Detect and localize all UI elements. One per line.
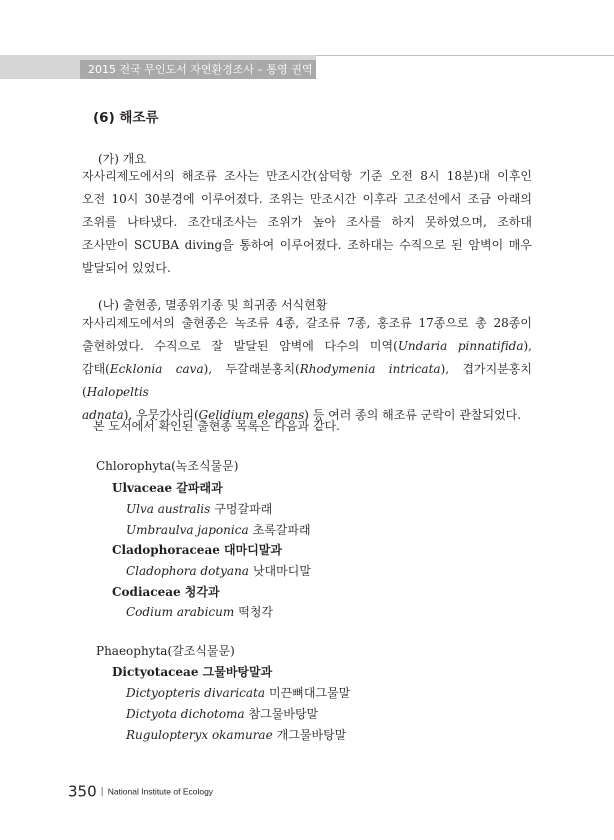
korean-name: 참그물바탕말: [248, 707, 319, 721]
species-paragraph: [82, 312, 532, 427]
family-dictyotaceae: Dictyotaceae 그물바탕말과: [112, 665, 273, 679]
section-title: (6) 해조류: [93, 110, 159, 126]
phylum-phaeophyta: Phaeophyta(갈조식물문): [96, 644, 235, 658]
page-number: 350: [68, 782, 97, 801]
korean-name: 미끈뼈대그물말: [269, 686, 351, 700]
scientific-name: Ecklonia cava: [109, 362, 204, 376]
species-entry: [126, 706, 318, 722]
species-entry: [126, 685, 350, 701]
korean-name: 초록갈파래: [252, 523, 311, 537]
overview-line: 자사리제도에서의 해조류 조사는 만조시간(삼덕항 기준 오전 8시 18분)대 이후인: [82, 169, 532, 183]
header-rule: [316, 55, 614, 56]
scientific-name: Cladophora dotyana: [126, 564, 249, 578]
species-entry: [126, 501, 272, 517]
scientific-name: Codium arabicum: [126, 605, 235, 619]
page-footer: [68, 781, 213, 801]
species-line-text: ), 두갈래분홍치(: [203, 362, 300, 376]
footer-separator: |: [100, 786, 104, 797]
scientific-name: adnata: [82, 408, 124, 422]
overview-line: 조사만이 SCUBA diving을 통하여 이루어졌다. 조하대는 수직으로 된 암벽이 매우: [82, 238, 532, 252]
korean-name: 구멍갈파래: [214, 502, 273, 516]
subsection-title-species: (나) 출현종, 멸종위기종 및 희귀종 서식현황: [98, 298, 328, 312]
scientific-name: Undaria pinnatifida: [397, 339, 524, 353]
family-codiaceae: Codiaceae 청각과: [112, 585, 220, 599]
species-entry: [126, 522, 311, 538]
korean-name: 개그물바탕말: [276, 728, 347, 742]
species-entry: [126, 604, 273, 620]
scientific-name: Dictyota dichotoma: [126, 707, 245, 721]
scientific-name: Rugulopteryx okamurae: [126, 728, 273, 742]
scientific-name: Gelidium elegans: [198, 408, 305, 422]
species-line: [82, 358, 532, 404]
footer-organization: National Institute of Ecology: [107, 786, 214, 797]
subsection-title-overview: (가) 개요: [98, 152, 146, 166]
scientific-name: Umbraulva japonica: [126, 523, 249, 537]
species-line-text: 감태(: [82, 362, 110, 376]
list-intro: 본 도서에서 확인된 출현종 목록은 다음과 같다.: [93, 419, 340, 433]
species-entry: [126, 563, 311, 579]
korean-name: 떡청각: [238, 605, 274, 619]
overview-line: 오전 10시 30분경에 이루어졌다. 조위는 만조시간 이후라 고조선에서 조금 아래의: [82, 192, 532, 206]
korean-name: 낫대마디말: [252, 564, 311, 578]
scientific-name: Dictyopteris divaricata: [126, 686, 266, 700]
scientific-name: Ulva australis: [126, 502, 211, 516]
family-cladophoraceae: Cladophoraceae 대마디말과: [112, 543, 282, 557]
family-ulvaceae: Ulvaceae 갈파래과: [112, 481, 223, 495]
species-line-text: ), 겹가지분홍치(: [82, 362, 532, 399]
species-line: 자사리제도에서의 출현종은 녹조류 4종, 갈조류 7종, 홍조류 17종으로 총 28종이: [82, 316, 532, 330]
phylum-chlorophyta: Chlorophyta(녹조식물문): [96, 459, 239, 473]
overview-paragraph: [82, 165, 532, 280]
running-header: 2015 전국 무인도서 자연환경조사 – 통영 권역: [80, 60, 316, 79]
species-line: [82, 335, 532, 358]
species-entry: [126, 727, 346, 743]
overview-line: 발달되어 있었다.: [82, 261, 171, 275]
overview-line: 조위를 나타냈다. 조간대조사는 조위가 높아 조사를 하지 못하였으며, 조하대: [82, 215, 532, 229]
species-line-text: ),: [523, 339, 532, 353]
scientific-name: Halopeltis: [86, 385, 149, 399]
species-line-text: 출현하였다. 수직으로 잘 발달된 암벽에 다수의 미역(: [82, 339, 398, 353]
species-line-text: ), 우뭇가사리(: [123, 408, 199, 422]
scientific-name: Rhodymenia intricata: [299, 362, 441, 376]
species-line-text: ) 등 여러 종의 해조류 군락이 관찰되었다.: [304, 408, 522, 422]
